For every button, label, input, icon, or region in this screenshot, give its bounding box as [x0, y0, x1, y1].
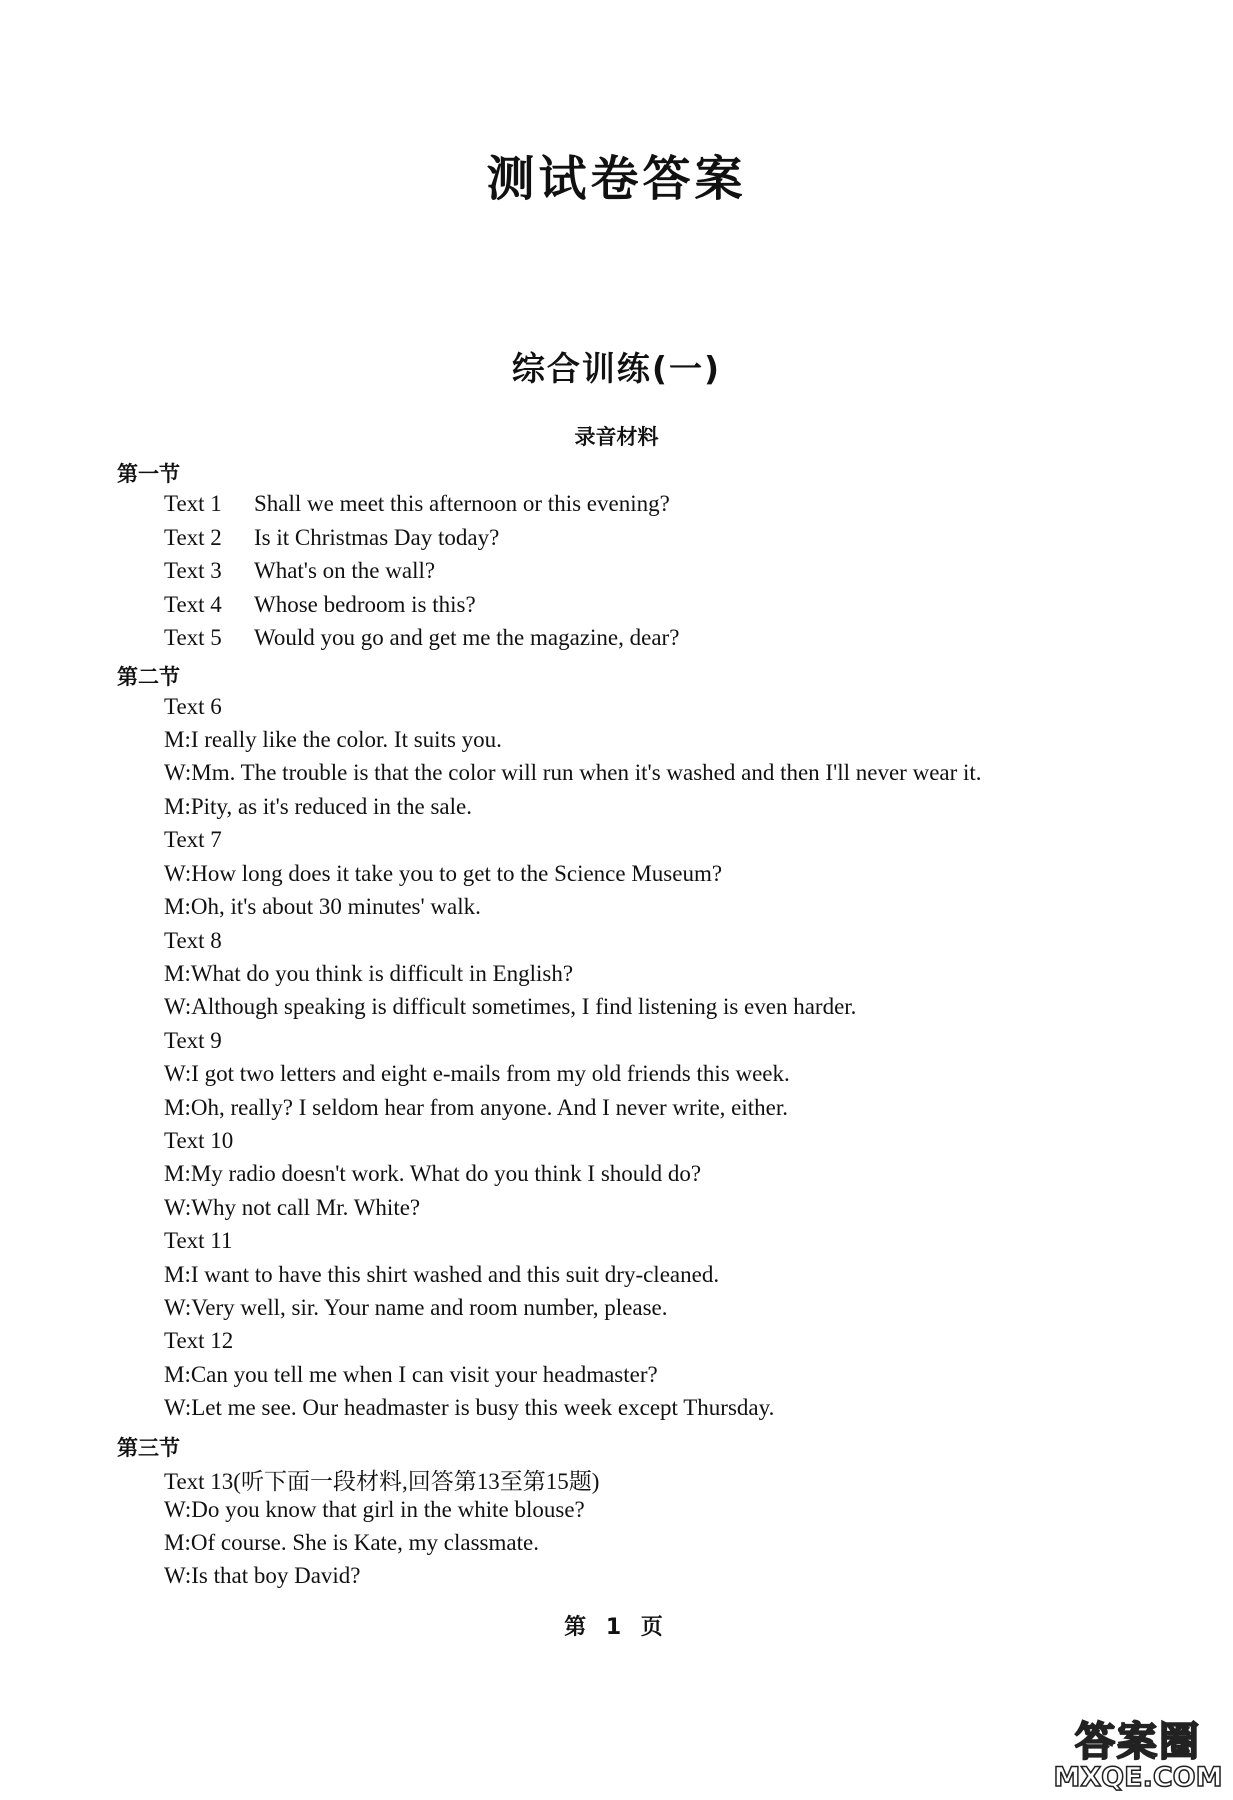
item-label: Text 5 — [164, 625, 222, 650]
text-label: Text 8 — [164, 928, 222, 953]
dialogue-line: W:Let me see. Our headmaster is busy this week except Thursday. — [164, 1395, 775, 1420]
item-label: Text 2 — [164, 525, 222, 550]
document-title: 测试卷答案 — [486, 151, 747, 207]
watermark-logo — [1048, 1710, 1228, 1796]
dialogue-line: M:I really like the color. It suits you. — [164, 727, 502, 752]
text-label: Text 10 — [164, 1128, 234, 1153]
dialogue-line: M:Pity, as it's reduced in the sale. — [164, 794, 472, 819]
dialogue-line: W:Is that boy David? — [164, 1563, 361, 1588]
item-text: Shall we meet this afternoon or this evening? — [254, 491, 670, 516]
dialogue-line: W:Do you know that girl in the white blouse? — [164, 1497, 585, 1522]
text-label: Text 9 — [164, 1028, 222, 1053]
list-item — [164, 491, 670, 517]
dialogue-line: M:Oh, really? I seldom hear from anyone. And I never write, either. — [164, 1095, 788, 1120]
dialogue-line: M:Can you tell me when I can visit your headmaster? — [164, 1362, 658, 1387]
dialogue-line: W:I got two letters and eight e-mails from my old friends this week. — [164, 1061, 790, 1086]
section-title: 综合训练(一) — [511, 349, 722, 388]
dialogue-line: M:What do you think is difficult in English? — [164, 961, 574, 986]
dialogue-line: W:Although speaking is difficult sometimes, I find listening is even harder. — [164, 994, 857, 1019]
list-item — [164, 625, 679, 651]
text-label: Text 12 — [164, 1328, 234, 1353]
item-label: Text 1 — [164, 491, 222, 516]
watermark-top-text: 答案圈 — [1075, 1719, 1201, 1765]
part3-heading: 第三节 — [117, 1436, 180, 1460]
text-label: Text 6 — [164, 694, 222, 719]
watermark-bottom-text: MXQE.COM — [1053, 1762, 1223, 1793]
dialogue-line: M:My radio doesn't work. What do you think I should do? — [164, 1161, 702, 1186]
dialogue-line: M:Of course. She is Kate, my classmate. — [164, 1530, 539, 1555]
item-label: Text 3 — [164, 558, 222, 583]
text-label: Text 11 — [164, 1228, 233, 1253]
item-text: What's on the wall? — [254, 558, 436, 583]
list-item — [164, 592, 476, 618]
text-label: Text 7 — [164, 827, 222, 852]
text-label: Text 13(听下面一段材料,回答第13至第15题) — [164, 1469, 600, 1494]
item-text: Is it Christmas Day today? — [254, 525, 500, 550]
page-number: 第 1 页 — [564, 1615, 669, 1640]
dialogue-line: W:How long does it take you to get to the Science Museum? — [164, 861, 723, 886]
dialogue-line: M:I want to have this shirt washed and this suit dry-cleaned. — [164, 1262, 720, 1287]
section-subtitle: 录音材料 — [574, 425, 659, 449]
dialogue-line: M:Oh, it's about 30 minutes' walk. — [164, 894, 481, 919]
part1-heading: 第一节 — [117, 462, 180, 486]
dialogue-line: W:Why not call Mr. White? — [164, 1195, 421, 1220]
list-item — [164, 558, 435, 584]
list-item — [164, 525, 499, 551]
dialogue-line: W:Very well, sir. Your name and room number, please. — [164, 1295, 668, 1320]
item-text: Would you go and get me the magazine, dear? — [254, 625, 680, 650]
part2-heading: 第二节 — [117, 665, 180, 689]
dialogue-line: W:Mm. The trouble is that the color will run when it's washed and then I'll never wear it. — [164, 760, 982, 785]
item-text: Whose bedroom is this? — [254, 592, 476, 617]
item-label: Text 4 — [164, 592, 222, 617]
